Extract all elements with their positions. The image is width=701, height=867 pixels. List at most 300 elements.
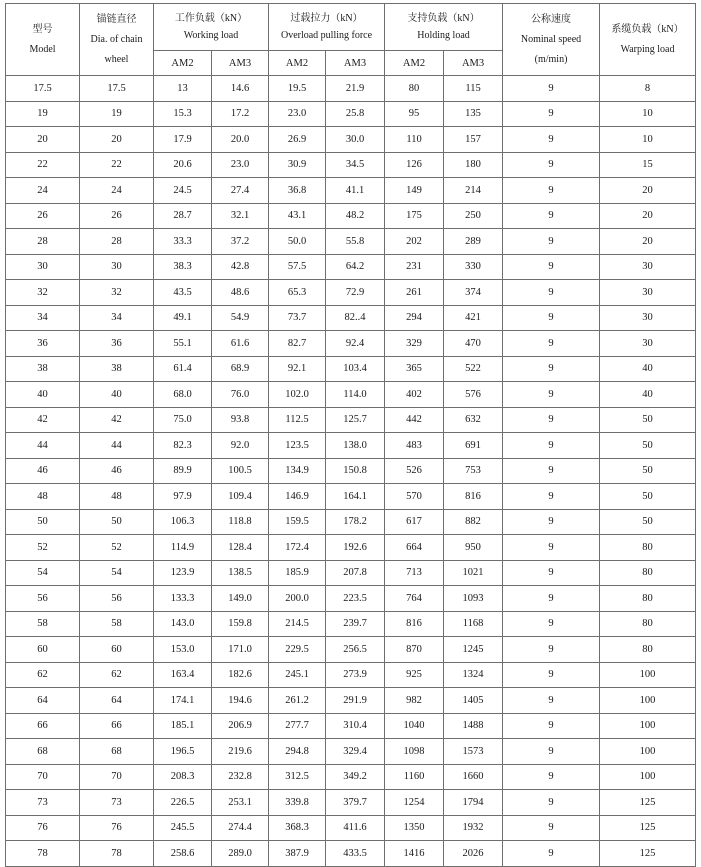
warping-load-cell: 50 — [600, 484, 696, 510]
holding-am3-cell: 1021 — [444, 560, 503, 586]
nominal-speed-cell: 9 — [503, 662, 600, 688]
warping-load-cell: 80 — [600, 535, 696, 561]
windlass-spec-table — [5, 3, 696, 867]
overload-am3-cell: 164.1 — [326, 484, 385, 510]
overload-am2-cell: 185.9 — [269, 560, 326, 586]
model-cell: 78 — [6, 841, 80, 867]
chain-diameter-cell: 40 — [80, 382, 154, 408]
chain-diameter-cell: 32 — [80, 280, 154, 306]
chain-diameter-cell: 70 — [80, 764, 154, 790]
chain-diameter-cell: 58 — [80, 611, 154, 637]
holding-am3-cell: 950 — [444, 535, 503, 561]
chain-diameter-cell: 34 — [80, 305, 154, 331]
chain-diameter-cell: 50 — [80, 509, 154, 535]
holding-am2-cell: 95 — [385, 101, 444, 127]
working-am2-cell: 43.5 — [154, 280, 212, 306]
table-row — [6, 101, 696, 127]
warping-load-cell: 50 — [600, 509, 696, 535]
overload-am2-cell: 112.5 — [269, 407, 326, 433]
overload-am3-cell: 310.4 — [326, 713, 385, 739]
table-row — [6, 713, 696, 739]
model-cell: 76 — [6, 815, 80, 841]
holding-load-header-en: Holding load — [417, 30, 470, 41]
holding-am2-cell: 231 — [385, 254, 444, 280]
model-cell: 26 — [6, 203, 80, 229]
overload-am3-cell: 125.7 — [326, 407, 385, 433]
holding-am2-cell: 1416 — [385, 841, 444, 867]
overload-am3-cell: 48.2 — [326, 203, 385, 229]
holding-am2-cell: 870 — [385, 637, 444, 663]
table-row — [6, 356, 696, 382]
warping-load-cell: 50 — [600, 458, 696, 484]
working-am3-cell: 27.4 — [212, 178, 269, 204]
working-am3-cell: 109.4 — [212, 484, 269, 510]
chain-diameter-cell: 38 — [80, 356, 154, 382]
nominal-speed-cell: 9 — [503, 433, 600, 459]
holding-am3-cell: 1573 — [444, 739, 503, 765]
nominal-speed-cell: 9 — [503, 841, 600, 867]
model-cell: 36 — [6, 331, 80, 357]
working-am2-cell: 89.9 — [154, 458, 212, 484]
model-cell: 70 — [6, 764, 80, 790]
overload-am3-cell: 64.2 — [326, 254, 385, 280]
model-cell: 50 — [6, 509, 80, 535]
overload-am3-cell: 433.5 — [326, 841, 385, 867]
nominal-speed-cell: 9 — [503, 790, 600, 816]
holding-am3-cell: 2026 — [444, 841, 503, 867]
overload-am3-cell: 150.8 — [326, 458, 385, 484]
holding-am3-cell: 1324 — [444, 662, 503, 688]
warping-load-cell: 50 — [600, 407, 696, 433]
holding-am3-cell: 250 — [444, 203, 503, 229]
table-row — [6, 280, 696, 306]
model-cell: 58 — [6, 611, 80, 637]
working-am2-cell: 15.3 — [154, 101, 212, 127]
holding-am2-cell: 402 — [385, 382, 444, 408]
overload-am2-cell: 214.5 — [269, 611, 326, 637]
overload-am2-cell: 172.4 — [269, 535, 326, 561]
holding-am2-cell: 982 — [385, 688, 444, 714]
chain-diameter-cell: 30 — [80, 254, 154, 280]
warping-load-cell: 8 — [600, 76, 696, 102]
holding-am2-cell: 329 — [385, 331, 444, 357]
nominal-speed-unit: (m/min) — [534, 53, 568, 65]
model-header-cn: 型号 — [32, 23, 53, 35]
working-am3-cell: 206.9 — [212, 713, 269, 739]
holding-am3-header: AM3 — [444, 51, 503, 76]
chain-diameter-cell: 68 — [80, 739, 154, 765]
table-row — [6, 484, 696, 510]
model-cell: 30 — [6, 254, 80, 280]
working-am3-cell: 93.8 — [212, 407, 269, 433]
nominal-speed-cell: 9 — [503, 560, 600, 586]
nominal-speed-header-en: Nominal speed — [520, 33, 582, 45]
model-cell: 42 — [6, 407, 80, 433]
working-am3-cell: 171.0 — [212, 637, 269, 663]
warping-load-cell: 30 — [600, 280, 696, 306]
warping-load-cell: 30 — [600, 331, 696, 357]
warping-load-cell: 125 — [600, 841, 696, 867]
chain-diameter-cell: 36 — [80, 331, 154, 357]
overload-am3-cell: 291.9 — [326, 688, 385, 714]
holding-am3-cell: 522 — [444, 356, 503, 382]
warping-load-header — [600, 4, 696, 76]
working-am3-cell: 232.8 — [212, 764, 269, 790]
overload-am3-cell: 41.1 — [326, 178, 385, 204]
nominal-speed-cell: 9 — [503, 637, 600, 663]
chain-diameter-cell: 64 — [80, 688, 154, 714]
working-am3-cell: 68.9 — [212, 356, 269, 382]
holding-am2-cell: 80 — [385, 76, 444, 102]
holding-am2-cell: 764 — [385, 586, 444, 612]
holding-am2-cell: 526 — [385, 458, 444, 484]
holding-am3-cell: 1245 — [444, 637, 503, 663]
model-header-en: Model — [29, 43, 56, 55]
warping-load-cell: 30 — [600, 305, 696, 331]
working-am2-cell: 245.5 — [154, 815, 212, 841]
holding-am2-cell: 1098 — [385, 739, 444, 765]
holding-am3-cell: 135 — [444, 101, 503, 127]
working-am2-cell: 75.0 — [154, 407, 212, 433]
holding-am3-cell: 470 — [444, 331, 503, 357]
warping-load-cell: 20 — [600, 203, 696, 229]
overload-am2-cell: 26.9 — [269, 127, 326, 153]
warping-load-cell: 100 — [600, 688, 696, 714]
working-load-header — [154, 4, 269, 51]
nominal-speed-cell: 9 — [503, 331, 600, 357]
overload-am2-cell: 159.5 — [269, 509, 326, 535]
holding-am2-cell: 294 — [385, 305, 444, 331]
overload-am2-cell: 146.9 — [269, 484, 326, 510]
nominal-speed-cell: 9 — [503, 280, 600, 306]
chain-diameter-cell: 56 — [80, 586, 154, 612]
table-row — [6, 586, 696, 612]
holding-am3-cell: 157 — [444, 127, 503, 153]
holding-am2-cell: 202 — [385, 229, 444, 255]
working-am3-cell: 20.0 — [212, 127, 269, 153]
overload-am3-cell: 34.5 — [326, 152, 385, 178]
overload-am2-cell: 19.5 — [269, 76, 326, 102]
model-cell: 48 — [6, 484, 80, 510]
table-row — [6, 229, 696, 255]
overload-am3-cell: 223.5 — [326, 586, 385, 612]
working-am3-cell: 182.6 — [212, 662, 269, 688]
overload-am2-cell: 57.5 — [269, 254, 326, 280]
table-row — [6, 841, 696, 867]
overload-am2-header: AM2 — [269, 51, 326, 76]
nominal-speed-header-cn: 公称速度 — [531, 13, 572, 25]
holding-am2-cell: 1350 — [385, 815, 444, 841]
working-am2-cell: 114.9 — [154, 535, 212, 561]
working-am2-cell: 82.3 — [154, 433, 212, 459]
chain-diameter-cell: 20 — [80, 127, 154, 153]
nominal-speed-cell: 9 — [503, 305, 600, 331]
table-row — [6, 790, 696, 816]
nominal-speed-cell: 9 — [503, 586, 600, 612]
model-cell: 28 — [6, 229, 80, 255]
holding-am3-cell: 1168 — [444, 611, 503, 637]
working-am3-cell: 159.8 — [212, 611, 269, 637]
nominal-speed-cell: 9 — [503, 535, 600, 561]
holding-am3-cell: 421 — [444, 305, 503, 331]
diameter-header-en-2: wheel — [104, 53, 129, 65]
working-am2-cell: 258.6 — [154, 841, 212, 867]
working-am3-cell: 61.6 — [212, 331, 269, 357]
chain-diameter-cell: 17.5 — [80, 76, 154, 102]
model-cell: 60 — [6, 637, 80, 663]
working-am3-cell: 100.5 — [212, 458, 269, 484]
holding-am3-cell: 1093 — [444, 586, 503, 612]
table-row — [6, 203, 696, 229]
working-am3-cell: 48.6 — [212, 280, 269, 306]
chain-diameter-cell: 28 — [80, 229, 154, 255]
chain-diameter-cell: 52 — [80, 535, 154, 561]
warping-load-cell: 20 — [600, 178, 696, 204]
overload-am3-cell: 207.8 — [326, 560, 385, 586]
nominal-speed-cell: 9 — [503, 484, 600, 510]
working-load-header-en: Working load — [183, 30, 239, 41]
chain-diameter-cell: 24 — [80, 178, 154, 204]
nominal-speed-cell: 9 — [503, 229, 600, 255]
diameter-header-cn: 锚链直径 — [96, 13, 137, 25]
model-cell: 20 — [6, 127, 80, 153]
warping-load-cell: 125 — [600, 815, 696, 841]
overload-header-cn: 过载拉力（kN） — [290, 13, 363, 24]
warping-load-cell: 10 — [600, 127, 696, 153]
overload-am2-cell: 229.5 — [269, 637, 326, 663]
working-am3-cell: 76.0 — [212, 382, 269, 408]
overload-am2-cell: 245.1 — [269, 662, 326, 688]
holding-am2-cell: 1040 — [385, 713, 444, 739]
table-row — [6, 152, 696, 178]
overload-am2-cell: 312.5 — [269, 764, 326, 790]
holding-am2-cell: 261 — [385, 280, 444, 306]
holding-am3-cell: 330 — [444, 254, 503, 280]
table-row — [6, 407, 696, 433]
warping-load-cell: 40 — [600, 356, 696, 382]
overload-am3-cell: 21.9 — [326, 76, 385, 102]
working-am2-cell: 17.9 — [154, 127, 212, 153]
working-am2-cell: 123.9 — [154, 560, 212, 586]
nominal-speed-cell: 9 — [503, 688, 600, 714]
table-row — [6, 535, 696, 561]
table-header — [6, 4, 696, 76]
working-am2-cell: 13 — [154, 76, 212, 102]
working-am2-cell: 28.7 — [154, 203, 212, 229]
holding-am2-cell: 110 — [385, 127, 444, 153]
table-row — [6, 611, 696, 637]
nominal-speed-cell: 9 — [503, 764, 600, 790]
overload-am2-cell: 387.9 — [269, 841, 326, 867]
overload-am3-cell: 379.7 — [326, 790, 385, 816]
working-am3-cell: 17.2 — [212, 101, 269, 127]
holding-am3-cell: 1660 — [444, 764, 503, 790]
model-cell: 54 — [6, 560, 80, 586]
warping-load-cell: 100 — [600, 662, 696, 688]
table-row — [6, 127, 696, 153]
model-cell: 40 — [6, 382, 80, 408]
holding-am2-cell: 816 — [385, 611, 444, 637]
nominal-speed-cell: 9 — [503, 713, 600, 739]
working-am3-cell: 54.9 — [212, 305, 269, 331]
model-cell: 24 — [6, 178, 80, 204]
working-am3-cell: 149.0 — [212, 586, 269, 612]
holding-am2-cell: 442 — [385, 407, 444, 433]
holding-am2-cell: 664 — [385, 535, 444, 561]
holding-am2-cell: 617 — [385, 509, 444, 535]
holding-am3-cell: 632 — [444, 407, 503, 433]
table-row — [6, 382, 696, 408]
model-cell: 52 — [6, 535, 80, 561]
holding-am2-cell: 925 — [385, 662, 444, 688]
working-am2-cell: 163.4 — [154, 662, 212, 688]
holding-am3-cell: 576 — [444, 382, 503, 408]
overload-am3-cell: 411.6 — [326, 815, 385, 841]
working-am3-header: AM3 — [212, 51, 269, 76]
warping-load-cell: 80 — [600, 611, 696, 637]
working-am2-cell: 24.5 — [154, 178, 212, 204]
working-am3-cell: 219.6 — [212, 739, 269, 765]
model-cell: 22 — [6, 152, 80, 178]
nominal-speed-cell: 9 — [503, 356, 600, 382]
overload-am2-cell: 23.0 — [269, 101, 326, 127]
working-am2-cell: 55.1 — [154, 331, 212, 357]
chain-diameter-cell: 66 — [80, 713, 154, 739]
overload-am2-cell: 277.7 — [269, 713, 326, 739]
overload-header-en: Overload pulling force — [280, 30, 373, 41]
table-row — [6, 662, 696, 688]
working-am2-cell: 143.0 — [154, 611, 212, 637]
table-row — [6, 739, 696, 765]
overload-am2-cell: 134.9 — [269, 458, 326, 484]
chain-diameter-cell: 78 — [80, 841, 154, 867]
diameter-header-en: Dia. of chain — [90, 33, 143, 45]
nominal-speed-cell: 9 — [503, 739, 600, 765]
holding-am3-cell: 289 — [444, 229, 503, 255]
working-am2-cell: 174.1 — [154, 688, 212, 714]
working-am3-cell: 118.8 — [212, 509, 269, 535]
warping-load-cell: 80 — [600, 637, 696, 663]
holding-am2-header: AM2 — [385, 51, 444, 76]
working-am2-cell: 106.3 — [154, 509, 212, 535]
holding-load-header-cn: 支持负载（kN） — [407, 13, 480, 24]
overload-am2-cell: 368.3 — [269, 815, 326, 841]
nominal-speed-cell: 9 — [503, 254, 600, 280]
overload-am3-cell: 329.4 — [326, 739, 385, 765]
nominal-speed-cell: 9 — [503, 152, 600, 178]
holding-am2-cell: 713 — [385, 560, 444, 586]
holding-am3-cell: 1405 — [444, 688, 503, 714]
overload-am3-cell: 55.8 — [326, 229, 385, 255]
overload-am2-cell: 65.3 — [269, 280, 326, 306]
nominal-speed-cell: 9 — [503, 611, 600, 637]
table-row — [6, 76, 696, 102]
working-am2-cell: 226.5 — [154, 790, 212, 816]
working-am2-cell: 153.0 — [154, 637, 212, 663]
warping-load-cell: 100 — [600, 764, 696, 790]
overload-am2-cell: 50.0 — [269, 229, 326, 255]
overload-am3-cell: 138.0 — [326, 433, 385, 459]
nominal-speed-cell: 9 — [503, 407, 600, 433]
working-am3-cell: 92.0 — [212, 433, 269, 459]
model-cell: 34 — [6, 305, 80, 331]
holding-am3-cell: 1794 — [444, 790, 503, 816]
warping-load-cell: 80 — [600, 560, 696, 586]
nominal-speed-cell: 9 — [503, 76, 600, 102]
chain-diameter-cell: 22 — [80, 152, 154, 178]
overload-am3-cell: 25.8 — [326, 101, 385, 127]
working-am3-cell: 194.6 — [212, 688, 269, 714]
warping-load-header-en: Warping load — [620, 43, 675, 55]
holding-am2-cell: 570 — [385, 484, 444, 510]
model-cell: 68 — [6, 739, 80, 765]
nominal-speed-cell: 9 — [503, 509, 600, 535]
model-cell: 44 — [6, 433, 80, 459]
nominal-speed-header — [503, 4, 600, 76]
working-am2-cell: 33.3 — [154, 229, 212, 255]
overload-am2-cell: 36.8 — [269, 178, 326, 204]
table-row — [6, 254, 696, 280]
holding-am2-cell: 483 — [385, 433, 444, 459]
holding-am3-cell: 1488 — [444, 713, 503, 739]
table-row — [6, 688, 696, 714]
overload-am2-cell: 43.1 — [269, 203, 326, 229]
model-cell: 46 — [6, 458, 80, 484]
working-am2-cell: 97.9 — [154, 484, 212, 510]
chain-diameter-cell: 26 — [80, 203, 154, 229]
overload-am3-header: AM3 — [326, 51, 385, 76]
working-am2-cell: 38.3 — [154, 254, 212, 280]
chain-diameter-cell: 42 — [80, 407, 154, 433]
holding-am2-cell: 1254 — [385, 790, 444, 816]
holding-am2-cell: 1160 — [385, 764, 444, 790]
table-row — [6, 764, 696, 790]
overload-am3-cell: 92.4 — [326, 331, 385, 357]
diameter-header — [80, 4, 154, 76]
chain-diameter-cell: 60 — [80, 637, 154, 663]
overload-am3-cell: 273.9 — [326, 662, 385, 688]
overload-am2-cell: 261.2 — [269, 688, 326, 714]
table-row — [6, 637, 696, 663]
overload-am3-cell: 114.0 — [326, 382, 385, 408]
overload-am2-cell: 339.8 — [269, 790, 326, 816]
holding-am3-cell: 180 — [444, 152, 503, 178]
warping-load-cell: 40 — [600, 382, 696, 408]
working-am2-cell: 208.3 — [154, 764, 212, 790]
working-am3-cell: 23.0 — [212, 152, 269, 178]
model-cell: 56 — [6, 586, 80, 612]
warping-load-cell: 15 — [600, 152, 696, 178]
holding-am3-cell: 1932 — [444, 815, 503, 841]
working-load-header-cn: 工作负载（kN） — [174, 13, 248, 24]
model-cell: 64 — [6, 688, 80, 714]
table-body — [6, 76, 696, 867]
warping-load-cell: 20 — [600, 229, 696, 255]
nominal-speed-cell: 9 — [503, 127, 600, 153]
chain-diameter-cell: 44 — [80, 433, 154, 459]
holding-am3-cell: 753 — [444, 458, 503, 484]
chain-diameter-cell: 62 — [80, 662, 154, 688]
working-am2-cell: 49.1 — [154, 305, 212, 331]
holding-am2-cell: 149 — [385, 178, 444, 204]
table-row — [6, 458, 696, 484]
model-cell: 66 — [6, 713, 80, 739]
warping-load-cell: 100 — [600, 713, 696, 739]
working-am3-cell: 37.2 — [212, 229, 269, 255]
table-row — [6, 815, 696, 841]
chain-diameter-cell: 48 — [80, 484, 154, 510]
warping-load-cell: 10 — [600, 101, 696, 127]
